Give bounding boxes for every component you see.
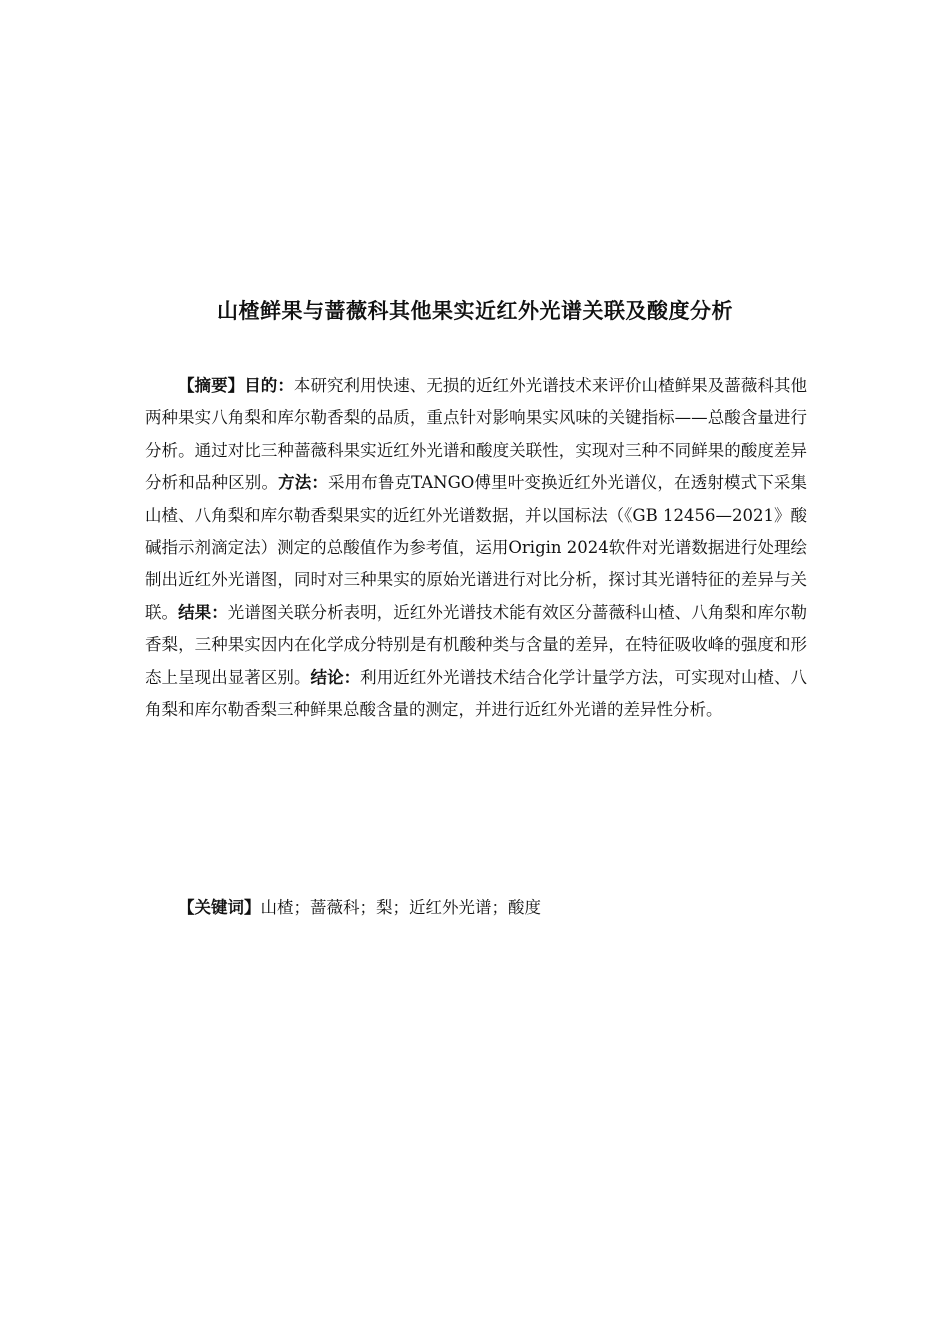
methods-text: 采用布鲁克TANGO傅里叶变换近红外光谱仪，在透射模式下采集山楂、八角梨和库尔勒香梨果实的近红外光谱数据，并以国标法（《GB 12456—2021》酸碱指示剂滴定法）测定的总酸值作为参考值，运用Origin 2024软件对光谱数据进行处理绘制出近红外光谱图，同时对三种果实的原始光谱进行对比分析，探讨其光谱特征的差异与关联。 bbox=[145, 473, 808, 622]
objective-text: 本研究利用快速、无损的近红外光谱技术来评价山楂鲜果及蔷薇科其他两种果实八角梨和库尔勒香梨的品质，重点针对影响果实风味的关键指标——总酸含量进行分析。通过对比三种蔷薇科果实近红外光谱和酸度关联性，实现对三种不同鲜果的酸度差异分析和品种区别。 bbox=[145, 376, 808, 493]
abstract-header-label: 【摘要】 bbox=[178, 376, 245, 395]
methods-label: 方法： bbox=[278, 473, 328, 493]
results-label: 结果： bbox=[178, 602, 228, 622]
objective-label: 目的： bbox=[244, 376, 294, 395]
abstract-paragraph bbox=[145, 370, 807, 726]
keywords-text: 山楂；蔷薇科；梨；近红外光谱；酸度 bbox=[260, 898, 541, 917]
keywords-line bbox=[178, 893, 541, 923]
paper-title: 山楂鲜果与蔷薇科其他果实近红外光谱关联及酸度分析 bbox=[217, 299, 733, 323]
conclusion-text: 利用近红外光谱技术结合化学计量学方法，可实现对山楂、八角梨和库尔勒香梨三种鲜果总酸含量的测定，并进行近红外光谱的差异性分析。 bbox=[145, 667, 808, 720]
results-text: 光谱图关联分析表明，近红外光谱技术能有效区分蔷薇科山楂、八角梨和库尔勒香梨，三种果实因内在化学成分特别是有机酸种类与含量的差异，在特征吸收峰的强度和形态上呈现出显著区别。 bbox=[145, 602, 808, 687]
keywords-label: 【关键词】 bbox=[178, 898, 261, 917]
conclusion-label: 结论： bbox=[310, 667, 361, 687]
